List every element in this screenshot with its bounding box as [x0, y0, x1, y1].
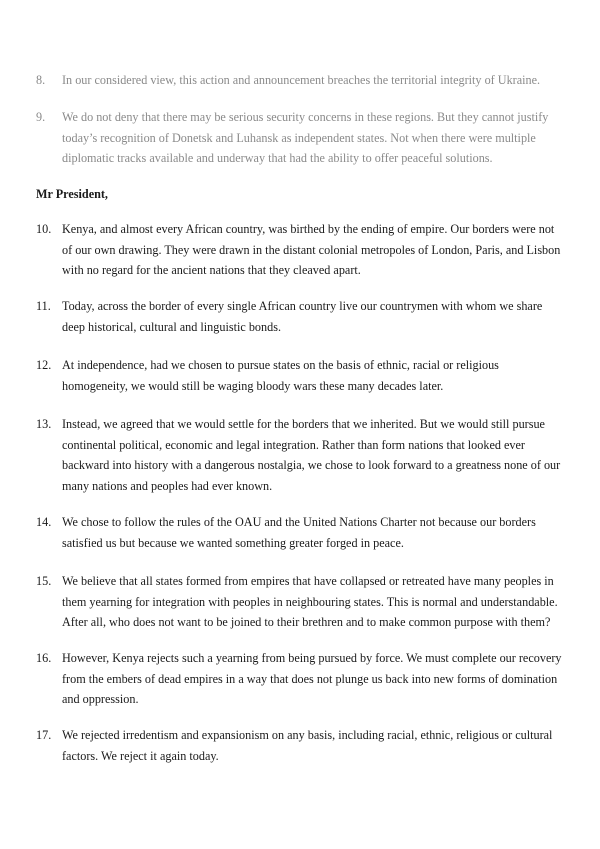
paragraph-number: 13. [36, 417, 52, 431]
paragraph-text: In our considered view, this action and announcement breaches the territorial integrity of Ukraine. [62, 73, 541, 87]
paragraph-number: 16. [36, 651, 52, 665]
paragraph-number: 17. [36, 728, 52, 742]
paragraph-8 [36, 70, 566, 91]
paragraph-14 [36, 512, 566, 553]
paragraph-text: However, Kenya rejects such a yearning from being pursued by force. We must complete our recovery from the embers of dead empires in a way that does not plunge us back into new forms of domination and oppression. [62, 651, 562, 706]
paragraph-17 [36, 725, 566, 766]
paragraph-text: Instead, we agreed that we would settle for the borders that we inherited. But we would still pursue continental political, economic and legal integration. Rather than form nations that looked ever backward into history with a dangerous nostalgia, we chose to look forward to a greatness none of our many nations and peoples had ever known. [62, 417, 561, 493]
paragraph-text: At independence, had we chosen to pursue states on the basis of ethnic, racial or religious homogeneity, we would still be waging bloody wars these many decades later. [62, 358, 499, 393]
paragraph-text: We do not deny that there may be serious security concerns in these regions. But they cannot justify today’s recognition of Donetsk and Luhansk as independent states. Not when there were multiple diplomatic tracks available and underway that had the ability to offer peaceful solutions. [62, 110, 549, 165]
paragraph-9 [36, 107, 566, 169]
paragraph-12 [36, 355, 566, 396]
paragraph-text: We rejected irredentism and expansionism on any basis, including racial, ethnic, religious or cultural factors. We reject it again today. [62, 728, 553, 763]
paragraph-number: 12. [36, 358, 52, 372]
paragraph-text: Kenya, and almost every African country, was birthed by the ending of empire. Our borders were not of our own drawing. They were drawn in the distant colonial metropoles of London, Paris, and Lisbon with no regard for the ancient nations that they cleaved apart. [62, 222, 561, 277]
paragraph-number: 9. [36, 110, 46, 124]
paragraph-number: 15. [36, 574, 52, 588]
paragraph-11 [36, 296, 566, 337]
section-heading: Mr President, [36, 187, 108, 201]
paragraph-number: 10. [36, 222, 52, 236]
paragraph-number: 11. [36, 299, 51, 313]
paragraph-15 [36, 571, 566, 633]
paragraph-text: We believe that all states formed from empires that have collapsed or retreated have many peoples in them yearning for integration with peoples in neighbouring states. This is normal and understandable. After all, who does not want to be joined to their brethren and to make common purpose with them? [62, 574, 558, 629]
paragraph-10 [36, 219, 566, 281]
paragraph-number: 14. [36, 515, 52, 529]
paragraph-16 [36, 648, 566, 710]
paragraph-text: Today, across the border of every single African country live our countrymen with whom we share deep historical, cultural and linguistic bonds. [62, 299, 543, 334]
paragraph-13 [36, 414, 566, 496]
paragraph-number: 8. [36, 73, 46, 87]
paragraph-text: We chose to follow the rules of the OAU and the United Nations Charter not because our borders satisfied us but because we wanted something greater forged in peace. [62, 515, 536, 550]
